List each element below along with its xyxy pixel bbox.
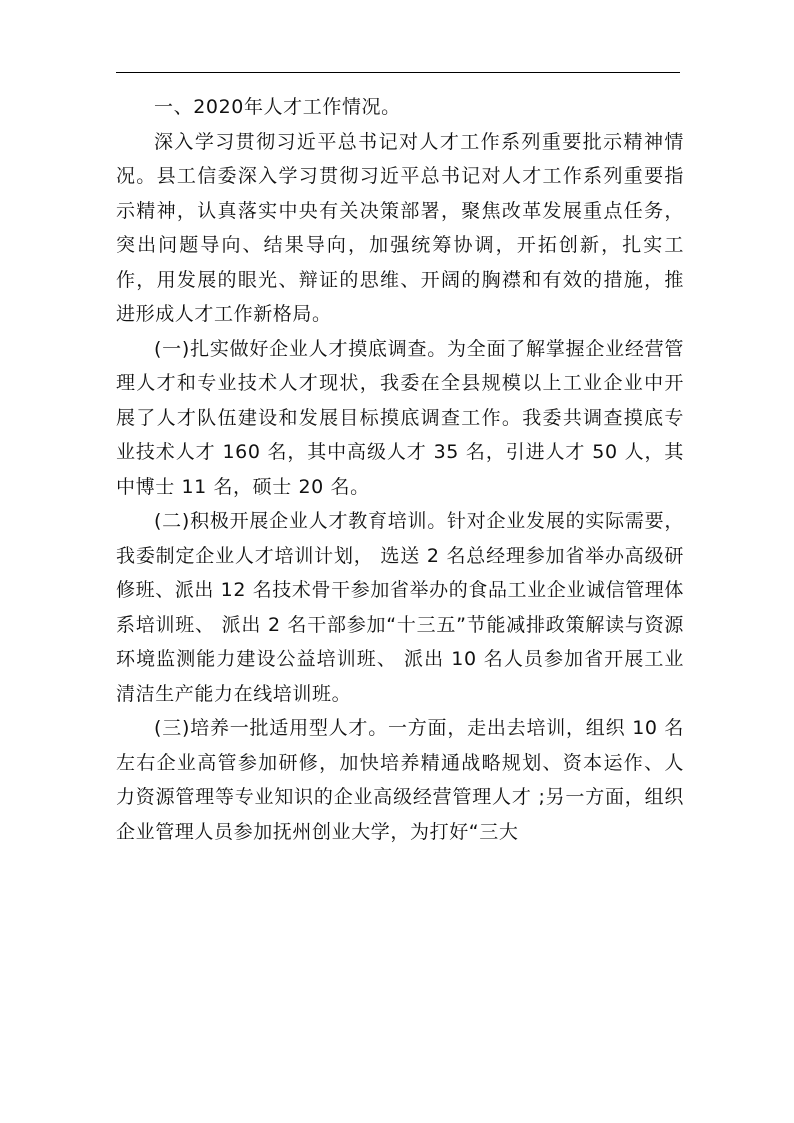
paragraph-intro: 深入学习贯彻习近平总书记对人才工作系列重要批示精神情况。县工信委深入学习贯彻习近平总书记对人才工作系列重要指示精神，认真落实中央有关决策部署，聚焦改革发展重点任务，突出问题导向、结果导向，加强统筹协调，开拓创新，扎实工作，用发展的眼光、辩证的思维、开阔的胸襟和有效的措施，推进形成人才工作新格局。 [116,130,684,325]
section-heading: 一、2020年人才工作情况。 [154,96,401,118]
header-rule [116,72,680,73]
document-body [116,90,684,849]
paragraph-survey: (一)扎实做好企业人才摸底调查。为全面了解掌握企业经营管理人才和专业技术人才现状，我委在全县规模以上工业企业中开展了人才队伍建设和发展目标摸底调查工作。我委共调查摸底专业技术人才 160 名，其中高级人才 35 名，引进人才 50 人，其中博士 11 名，硕士 20 名。 [116,337,684,498]
paragraph-training: (二)积极开展企业人才教育培训。针对企业发展的实际需要，我委制定企业人才培训计划， 选送 2 名总经理参加省举办高级研修班、派出 12 名技术骨干参加省举办的食品工业企业诚信管理体系培训班、 派出 2 名干部参加“十三五”节能减排政策解读与资源环境监测能力建设公益培训班、 派出 10 名人员参加省开展工业清洁生产能力在线培训班。 [116,510,684,705]
paragraph-talent-cultivation: (三)培养一批适用型人才。一方面，走出去培训，组织 10 名左右企业高管参加研修，加快培养精通战略规划、资本运作、人力资源管理等专业知识的企业高级经营管理人才 ;另一方面，组织企业管理人员参加抚州创业大学，为打好“三大 [116,717,684,843]
